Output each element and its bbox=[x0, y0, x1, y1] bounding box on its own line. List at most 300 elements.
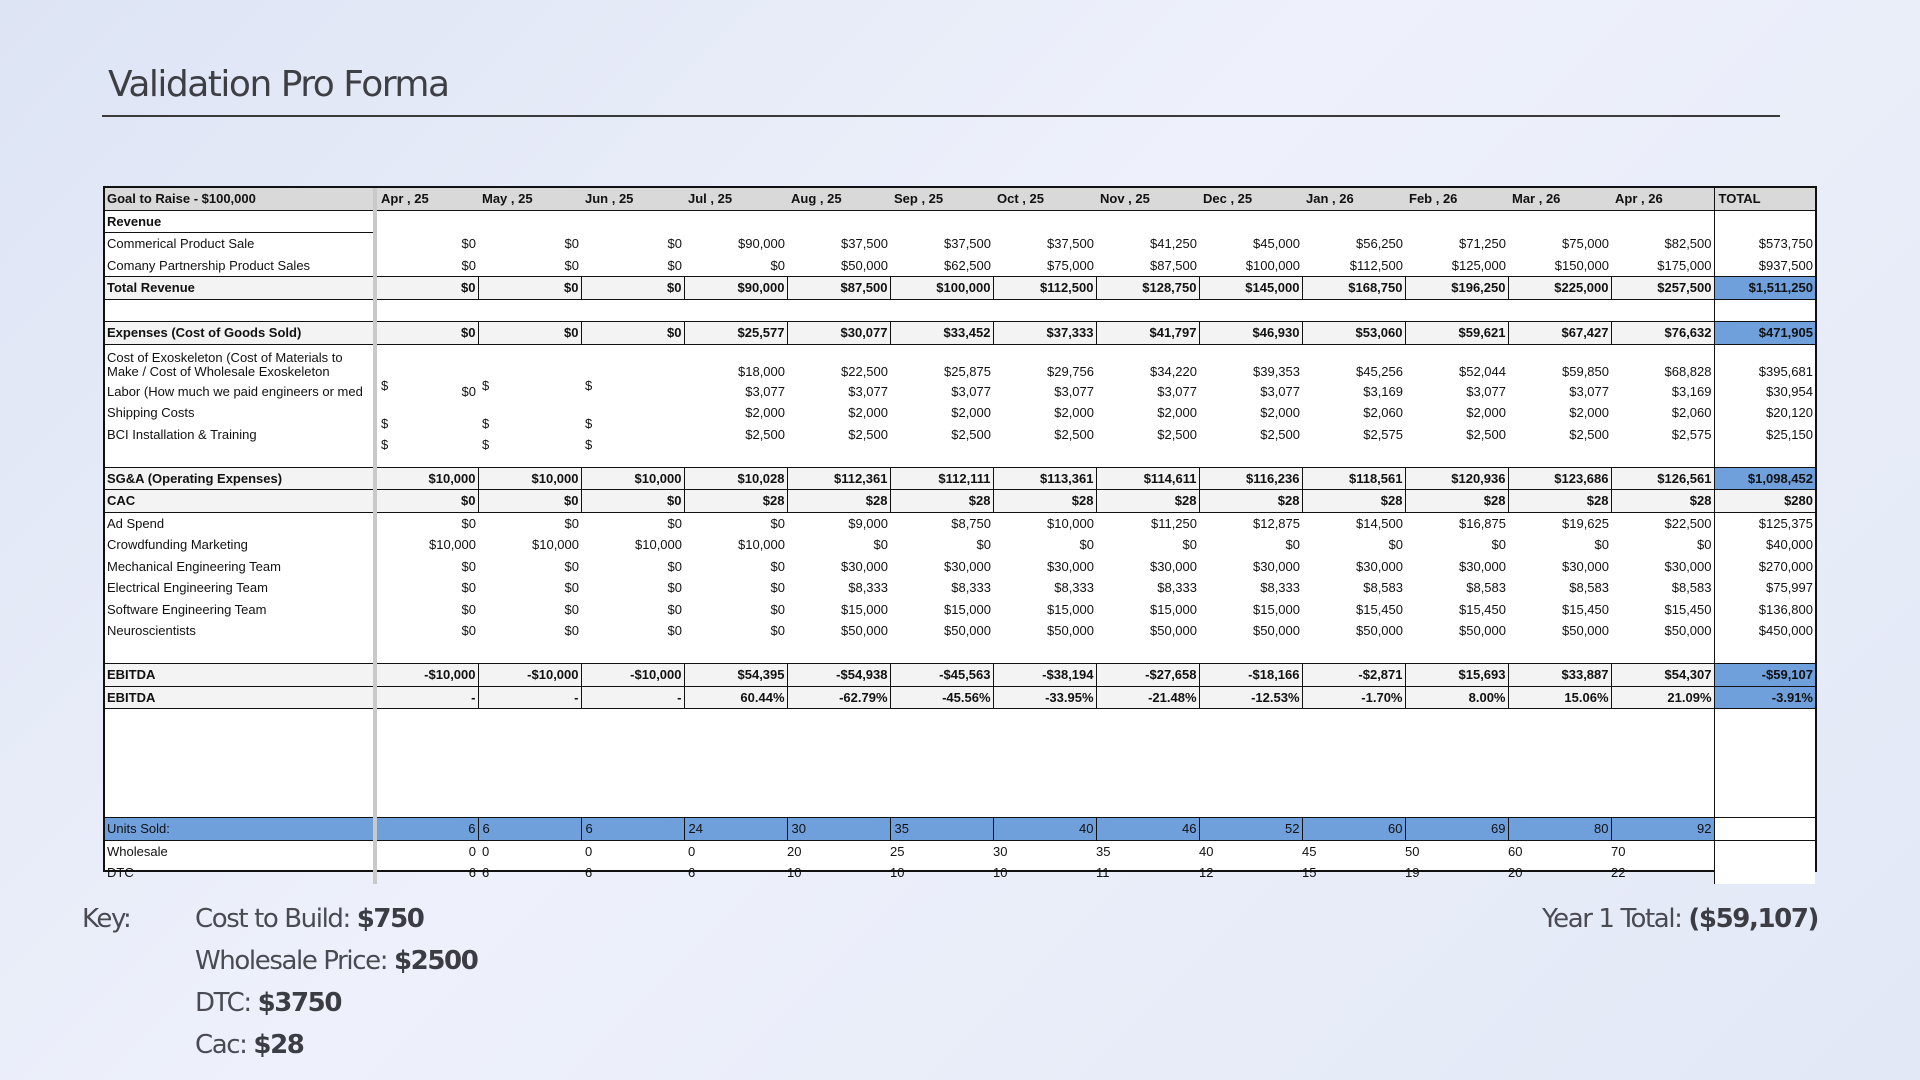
value-cell: $41,797 bbox=[1096, 322, 1199, 345]
value-cell: $30,000 bbox=[1664, 558, 1712, 574]
value-cell: 6 bbox=[468, 865, 476, 880]
value-cell bbox=[478, 377, 581, 403]
value-cell: $15,000 bbox=[1253, 601, 1300, 617]
value-cell: $8,583 bbox=[1363, 580, 1403, 595]
row-ebitda bbox=[105, 664, 1815, 687]
currency-prefix: $ bbox=[482, 377, 490, 393]
value-cell: $28 bbox=[1405, 490, 1508, 513]
value-cell: $175,000 bbox=[1657, 257, 1712, 273]
value-cell bbox=[375, 344, 478, 393]
value-cell bbox=[581, 402, 684, 431]
value-cell: - bbox=[375, 686, 478, 709]
row-exo bbox=[105, 344, 1815, 381]
value-cell: $15,000 bbox=[1047, 601, 1094, 617]
value-cell: $0 bbox=[1182, 537, 1197, 552]
row-label: BCI Installation & Training bbox=[105, 424, 375, 446]
value-cell: $8,333 bbox=[1260, 580, 1300, 595]
row-partnership bbox=[105, 255, 1815, 277]
value-cell: $30,000 bbox=[1253, 558, 1300, 574]
value-cell: $0 bbox=[770, 580, 785, 595]
value-cell: $257,500 bbox=[1611, 277, 1714, 300]
value-cell: $10,028 bbox=[684, 467, 787, 490]
value-cell: $45,256 bbox=[1356, 363, 1403, 379]
value-cell: $0 bbox=[1388, 537, 1403, 552]
value-cell: $50,000 bbox=[944, 623, 991, 638]
value-cell: $8,333 bbox=[848, 580, 888, 595]
value-cell: $3,077 bbox=[1157, 383, 1197, 399]
value-cell: $0 bbox=[461, 580, 476, 595]
corner-label: Goal to Raise - $100,000 bbox=[105, 188, 375, 210]
value-cell: $3,077 bbox=[951, 383, 991, 399]
value-cell: $125,000 bbox=[1451, 257, 1506, 273]
value-cell: $10,000 bbox=[478, 467, 581, 490]
row-elec bbox=[105, 577, 1815, 599]
value-cell: $0 bbox=[461, 235, 476, 251]
value-cell: $2,000 bbox=[1466, 405, 1506, 420]
value-cell: $30,000 bbox=[1047, 558, 1094, 574]
value-cell: - bbox=[478, 686, 581, 709]
value-cell: 69 bbox=[1405, 818, 1508, 841]
value-cell: $50,000 bbox=[1562, 623, 1609, 638]
row-ebitda-pct bbox=[105, 686, 1815, 709]
value-cell: $3,077 bbox=[1466, 383, 1506, 399]
month-header: Mar , 26 bbox=[1508, 188, 1611, 210]
value-cell: $2,500 bbox=[1466, 426, 1506, 442]
value-cell bbox=[581, 424, 684, 453]
value-cell: $28 bbox=[1508, 490, 1611, 513]
row-label: Comany Partnership Product Sales bbox=[105, 255, 375, 277]
total-cell: $75,997 bbox=[1714, 577, 1815, 599]
value-cell: $10,000 bbox=[581, 467, 684, 490]
value-cell: $10,000 bbox=[532, 537, 579, 552]
value-cell: $22,500 bbox=[1664, 515, 1712, 531]
total-cell: -3.91% bbox=[1714, 686, 1815, 709]
value-cell: $90,000 bbox=[684, 277, 787, 300]
value-cell: $2,000 bbox=[1054, 405, 1094, 420]
value-cell: $2,060 bbox=[1671, 405, 1712, 420]
row-label: Electrical Engineering Team bbox=[105, 577, 375, 599]
value-cell: $19,625 bbox=[1562, 515, 1609, 531]
key-dtc: DTC: $3750 bbox=[195, 988, 342, 1018]
value-cell: $3,169 bbox=[1363, 383, 1403, 399]
value-cell: $0 bbox=[770, 601, 785, 617]
value-cell: $2,500 bbox=[848, 426, 888, 442]
value-cell: 70 bbox=[1611, 843, 1626, 859]
value-cell: $10,000 bbox=[429, 537, 476, 552]
value-cell: $0 bbox=[478, 322, 581, 345]
month-header: Jul , 25 bbox=[684, 188, 787, 210]
total-cell: $30,954 bbox=[1714, 381, 1815, 403]
value-cell: -$2,871 bbox=[1302, 664, 1405, 687]
spacer-row bbox=[105, 642, 1815, 664]
value-cell: $28 bbox=[1611, 490, 1714, 513]
value-cell: 60.44% bbox=[684, 686, 787, 709]
value-cell: $2,500 bbox=[1054, 426, 1094, 442]
value-cell: $14,500 bbox=[1356, 515, 1403, 531]
value-cell: $0 bbox=[564, 515, 579, 531]
value-cell: $41,250 bbox=[1150, 235, 1197, 251]
value-cell: -$10,000 bbox=[375, 664, 478, 687]
value-cell: 6 bbox=[585, 865, 593, 880]
pro-forma-table bbox=[105, 188, 1815, 884]
value-cell: $2,575 bbox=[1363, 426, 1403, 442]
spacer-row bbox=[105, 299, 1815, 322]
value-cell: -$10,000 bbox=[478, 664, 581, 687]
value-cell: $112,500 bbox=[993, 277, 1096, 300]
month-header: Jan , 26 bbox=[1302, 188, 1405, 210]
value-cell: $0 bbox=[667, 601, 682, 617]
value-cell: $46,930 bbox=[1199, 322, 1302, 345]
currency-prefix: $ bbox=[482, 437, 490, 453]
row-label: DTC bbox=[105, 862, 375, 884]
value-cell: 10 bbox=[890, 865, 905, 880]
value-cell: 6 bbox=[375, 818, 478, 841]
value-cell: $28 bbox=[1199, 490, 1302, 513]
value-cell: $37,333 bbox=[993, 322, 1096, 345]
value-cell: 10 bbox=[993, 865, 1008, 880]
value-cell: 20 bbox=[787, 843, 802, 859]
value-cell: $2,500 bbox=[951, 426, 991, 442]
row-shipping bbox=[105, 402, 1815, 424]
value-cell: $50,000 bbox=[1047, 623, 1094, 638]
key-cost-to-build: Cost to Build: $750 bbox=[195, 904, 424, 934]
value-cell: $76,632 bbox=[1611, 322, 1714, 345]
row-labor bbox=[105, 381, 1815, 403]
value-cell: 40 bbox=[993, 818, 1096, 841]
total-cell: $136,800 bbox=[1714, 599, 1815, 621]
value-cell: 35 bbox=[1096, 843, 1111, 859]
row-cogs bbox=[105, 322, 1815, 345]
value-cell: - bbox=[581, 686, 684, 709]
value-cell: $112,361 bbox=[787, 467, 890, 490]
value-cell: $145,000 bbox=[1199, 277, 1302, 300]
value-cell: $0 bbox=[478, 277, 581, 300]
value-cell: 21.09% bbox=[1611, 686, 1714, 709]
value-cell: $114,611 bbox=[1096, 467, 1199, 490]
value-cell: 12 bbox=[1199, 865, 1214, 880]
value-cell: $0 bbox=[461, 558, 476, 574]
value-cell: $15,450 bbox=[1356, 601, 1403, 617]
value-cell: $8,583 bbox=[1671, 580, 1712, 595]
row-revenue-heading bbox=[105, 210, 1815, 233]
row-crowd bbox=[105, 534, 1815, 556]
value-cell: $30,077 bbox=[787, 322, 890, 345]
value-cell: $0 bbox=[1285, 537, 1300, 552]
value-cell: -21.48% bbox=[1096, 686, 1199, 709]
value-cell: $15,000 bbox=[841, 601, 888, 617]
value-cell: $0 bbox=[564, 235, 579, 251]
month-header: Aug , 25 bbox=[787, 188, 890, 210]
value-cell: $56,250 bbox=[1356, 235, 1403, 251]
value-cell: $15,450 bbox=[1459, 601, 1506, 617]
value-cell: 52 bbox=[1199, 818, 1302, 841]
value-cell: 6 bbox=[688, 865, 696, 880]
month-header: Dec , 25 bbox=[1199, 188, 1302, 210]
month-header: Apr , 25 bbox=[375, 188, 478, 210]
value-cell: $0 bbox=[873, 537, 888, 552]
value-cell: $0 bbox=[564, 257, 579, 273]
row-total-revenue bbox=[105, 277, 1815, 300]
value-cell: $15,450 bbox=[1562, 601, 1609, 617]
value-cell: 0 bbox=[468, 843, 476, 859]
value-cell: $30,000 bbox=[1356, 558, 1403, 574]
value-cell: $0 bbox=[667, 623, 682, 638]
value-cell: $0 bbox=[461, 515, 476, 531]
value-cell: $123,686 bbox=[1508, 467, 1611, 490]
value-cell: $100,000 bbox=[1245, 257, 1300, 273]
value-cell bbox=[787, 818, 890, 841]
row-label: Units Sold: bbox=[105, 818, 375, 841]
row-label: Wholesale bbox=[105, 840, 375, 862]
value-cell: -$38,194 bbox=[993, 664, 1096, 687]
month-header: Jun , 25 bbox=[581, 188, 684, 210]
value-cell: -1.70% bbox=[1302, 686, 1405, 709]
value-cell: 92 bbox=[1611, 818, 1714, 841]
year-one-total: Year 1 Total: ($59,107) bbox=[1542, 904, 1818, 934]
value-cell: $82,500 bbox=[1664, 235, 1712, 251]
value-cell: $15,450 bbox=[1664, 601, 1712, 617]
value-cell: 15 bbox=[1302, 865, 1317, 880]
value-cell: $0 bbox=[667, 515, 682, 531]
value-cell: $0 bbox=[564, 558, 579, 574]
value-cell: -45.56% bbox=[890, 686, 993, 709]
value-cell bbox=[581, 377, 684, 403]
total-cell bbox=[1714, 862, 1815, 884]
month-header: Nov , 25 bbox=[1096, 188, 1199, 210]
row-sga bbox=[105, 467, 1815, 490]
page-title: Validation Pro Forma bbox=[108, 64, 449, 105]
value-cell: $3,077 bbox=[1054, 383, 1094, 399]
value-cell: $8,333 bbox=[1054, 580, 1094, 595]
value-cell bbox=[375, 402, 478, 431]
value-cell: 35 bbox=[890, 818, 993, 841]
value-cell: $2,000 bbox=[1157, 405, 1197, 420]
value-cell: -12.53% bbox=[1199, 686, 1302, 709]
total-cell: $395,681 bbox=[1714, 344, 1815, 381]
value-cell: $0 bbox=[581, 490, 684, 513]
total-cell bbox=[1714, 818, 1815, 841]
value-cell: 0 bbox=[688, 843, 696, 859]
value-cell: -$18,166 bbox=[1199, 664, 1302, 687]
row-soft bbox=[105, 599, 1815, 621]
value-cell: $37,500 bbox=[944, 235, 991, 251]
value-cell: $0 bbox=[375, 490, 478, 513]
value-cell: $0 bbox=[564, 580, 579, 595]
value-cell: 20 bbox=[1508, 865, 1523, 880]
value-cell: $3,169 bbox=[1671, 383, 1712, 399]
value-cell: $18,000 bbox=[738, 363, 785, 379]
value-cell: $0 bbox=[1079, 537, 1094, 552]
value-cell bbox=[478, 344, 581, 393]
value-cell: $15,000 bbox=[1150, 601, 1197, 617]
value-cell: 10 bbox=[787, 865, 802, 880]
value-cell: $0 bbox=[375, 322, 478, 345]
month-header: Feb , 26 bbox=[1405, 188, 1508, 210]
value-cell: $11,250 bbox=[1150, 515, 1197, 531]
value-cell: $168,750 bbox=[1302, 277, 1405, 300]
value-cell: $0 bbox=[1594, 537, 1609, 552]
row-label: Crowdfunding Marketing bbox=[105, 534, 375, 556]
value-cell: $0 bbox=[976, 537, 991, 552]
value-cell: $30,000 bbox=[944, 558, 991, 574]
value-cell: $25,875 bbox=[944, 363, 991, 379]
row-commercial bbox=[105, 233, 1815, 255]
value-cell: $0 bbox=[478, 490, 581, 513]
total-cell: $270,000 bbox=[1714, 556, 1815, 578]
row-cac bbox=[105, 490, 1815, 513]
value-cell: $12,875 bbox=[1253, 515, 1300, 531]
value-cell: $2,575 bbox=[1671, 426, 1712, 442]
value-cell: $225,000 bbox=[1508, 277, 1611, 300]
value-cell: $112,111 bbox=[890, 467, 993, 490]
value-cell: $22,500 bbox=[841, 363, 888, 379]
key-label: Key: bbox=[82, 904, 131, 934]
value-cell: $30,000 bbox=[841, 558, 888, 574]
value-cell bbox=[478, 402, 581, 431]
value-cell: $50,000 bbox=[841, 257, 888, 273]
value-cell: 46 bbox=[1096, 818, 1199, 841]
value-cell: $59,850 bbox=[1562, 363, 1609, 379]
value-cell: $29,756 bbox=[1047, 363, 1094, 379]
value-cell: $37,500 bbox=[1047, 235, 1094, 251]
value-cell: 40 bbox=[1199, 843, 1214, 859]
value-cell: $33,887 bbox=[1508, 664, 1611, 687]
total-cell: $125,375 bbox=[1714, 512, 1815, 534]
value-cell: $10,000 bbox=[1047, 515, 1094, 531]
value-cell: $2,500 bbox=[745, 426, 785, 442]
value-cell: $16,875 bbox=[1459, 515, 1506, 531]
value-cell: $2,000 bbox=[1569, 405, 1609, 420]
value-cell: $3,077 bbox=[745, 383, 785, 399]
value-cell: $50,000 bbox=[1150, 623, 1197, 638]
value-cell: 0 bbox=[585, 843, 593, 859]
currency-prefix: $ bbox=[381, 437, 389, 453]
month-header: Sep , 25 bbox=[890, 188, 993, 210]
value-cell: $0 bbox=[461, 623, 476, 638]
value-cell: 8.00% bbox=[1405, 686, 1508, 709]
value-cell: $37,500 bbox=[841, 235, 888, 251]
value-cell: $67,427 bbox=[1508, 322, 1611, 345]
value-cell bbox=[375, 424, 478, 453]
value-cell: $75,000 bbox=[1562, 235, 1609, 251]
total-cell: $471,905 bbox=[1714, 322, 1815, 345]
value-cell: $50,000 bbox=[841, 623, 888, 638]
value-cell: $3,077 bbox=[848, 383, 888, 399]
total-cell: $20,120 bbox=[1714, 402, 1815, 424]
row-label: Ad Spend bbox=[105, 512, 375, 534]
row-label: SG&A (Operating Expenses) bbox=[105, 467, 375, 490]
value-cell: 60 bbox=[1302, 818, 1405, 841]
cell-value: 30 bbox=[791, 821, 806, 836]
value-cell: $100,000 bbox=[890, 277, 993, 300]
value-cell: $10,000 bbox=[738, 537, 785, 552]
value-cell: $8,750 bbox=[951, 515, 991, 531]
value-cell: 0 bbox=[482, 843, 490, 859]
value-cell: -$54,938 bbox=[787, 664, 890, 687]
row-label: Shipping Costs bbox=[105, 402, 375, 424]
value-cell: $2,500 bbox=[1260, 426, 1300, 442]
value-cell: $0 bbox=[564, 601, 579, 617]
value-cell: $0 bbox=[581, 322, 684, 345]
value-cell: $8,333 bbox=[951, 580, 991, 595]
row-label: EBITDA bbox=[105, 664, 375, 687]
row-label: CAC bbox=[105, 490, 375, 513]
value-cell: $28 bbox=[787, 490, 890, 513]
value-cell: $0 bbox=[667, 558, 682, 574]
total-cell bbox=[1714, 840, 1815, 862]
value-cell: $118,561 bbox=[1302, 467, 1405, 490]
month-header: Apr , 26 bbox=[1611, 188, 1714, 210]
value-cell bbox=[581, 344, 684, 393]
value-cell: $2,500 bbox=[1569, 426, 1609, 442]
value-cell: $87,500 bbox=[1150, 257, 1197, 273]
currency-prefix: $ bbox=[585, 437, 593, 453]
value-cell: 24 bbox=[684, 818, 787, 841]
row-label: Software Engineering Team bbox=[105, 599, 375, 621]
key-wholesale-price: Wholesale Price: $2500 bbox=[195, 946, 478, 976]
value-cell: $128,750 bbox=[1096, 277, 1199, 300]
total-cell: $573,750 bbox=[1714, 233, 1815, 255]
value-cell: -$45,563 bbox=[890, 664, 993, 687]
value-cell: $0 bbox=[1697, 537, 1712, 552]
value-cell: $30,000 bbox=[1459, 558, 1506, 574]
value-cell: $2,000 bbox=[848, 405, 888, 420]
currency-prefix: $ bbox=[482, 415, 490, 431]
value-cell: $30,000 bbox=[1562, 558, 1609, 574]
value-cell: 22 bbox=[1611, 865, 1626, 880]
row-neuro bbox=[105, 620, 1815, 642]
row-ad bbox=[105, 512, 1815, 534]
total-cell: $280 bbox=[1714, 490, 1815, 513]
row-label: Cost of Exoskeleton (Cost of Materials to Make / Cost of Wholesale Exoskeleton bbox=[105, 344, 375, 381]
currency-prefix: $ bbox=[585, 415, 593, 431]
currency-prefix: $ bbox=[585, 377, 593, 393]
total-header: TOTAL bbox=[1714, 188, 1815, 210]
value-cell: $2,000 bbox=[745, 405, 785, 420]
row-label: Total Revenue bbox=[105, 277, 375, 300]
value-cell: $0 bbox=[564, 623, 579, 638]
value-cell: $15,693 bbox=[1405, 664, 1508, 687]
value-cell: $90,000 bbox=[738, 235, 785, 251]
value-cell: $0 bbox=[667, 580, 682, 595]
value-cell: $120,936 bbox=[1405, 467, 1508, 490]
value-cell: $0 bbox=[375, 277, 478, 300]
value-cell: $28 bbox=[1302, 490, 1405, 513]
value-cell: $3,077 bbox=[1260, 383, 1300, 399]
value-cell: 15.06% bbox=[1508, 686, 1611, 709]
month-header: May , 25 bbox=[478, 188, 581, 210]
value-cell: 11 bbox=[1096, 865, 1110, 880]
value-cell: $8,583 bbox=[1466, 580, 1506, 595]
value-cell: $116,236 bbox=[1199, 467, 1302, 490]
total-cell: $40,000 bbox=[1714, 534, 1815, 556]
value-cell: 19 bbox=[1405, 865, 1420, 880]
row-label: Mechanical Engineering Team bbox=[105, 556, 375, 578]
row-wholesale bbox=[105, 840, 1815, 862]
value-cell: $126,561 bbox=[1611, 467, 1714, 490]
value-cell: $25,577 bbox=[684, 322, 787, 345]
value-cell: $0 bbox=[667, 257, 682, 273]
value-cell: $112,500 bbox=[1349, 257, 1403, 273]
currency-prefix: $ bbox=[381, 415, 389, 431]
value-cell: $87,500 bbox=[787, 277, 890, 300]
row-dtc bbox=[105, 862, 1815, 884]
total-cell: -$59,107 bbox=[1714, 664, 1815, 687]
value-cell: $50,000 bbox=[1664, 623, 1712, 638]
value-cell: $54,395 bbox=[684, 664, 787, 687]
row-label: Labor (How much we paid engineers or med bbox=[105, 381, 375, 403]
spacer-row bbox=[105, 445, 1815, 467]
